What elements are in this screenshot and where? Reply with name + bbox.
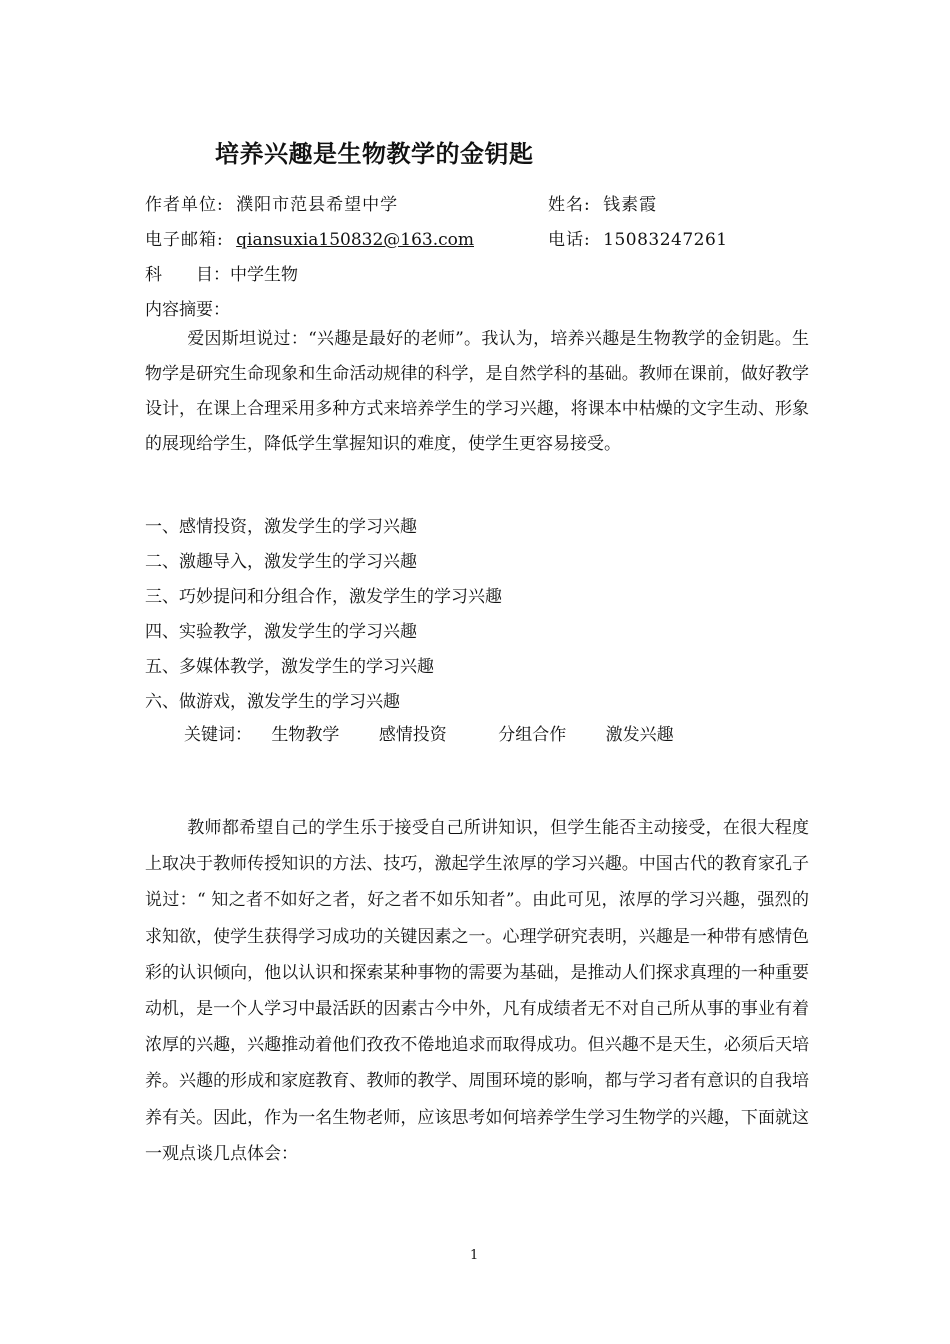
body-text: 教师都希望自己的学生乐于接受自己所讲知识，但学生能否主动接受，在很大程度上取决于教师传授知识的方法、技巧，激起学生浓厚的学习兴趣。中国古代的教育家孔子说过：“ 知之者不如好之者，好之者不如乐知者”。由此可见，浓厚的学习兴趣，强烈的求知欲，使学生获得学习成功的关键因素之一。心理学研究表明，兴趣是一种带有感情色彩的认识倾向，他以认识和探索某种事物的需要为基础，是推动人们探求真理的一种重要动机，是一个人学习中最活跃的因素古今中外，凡有成绩者无不对自己所从事的事业有着浓厚的兴趣，兴趣推动着他们孜孜不倦地追求而取得成功。但兴趣不是天生，必须后天培养。兴趣的形成和家庭教育、教师的教学、周围环境的影响，都与学习者有意识的自我培养有关。因此，作为一名生物老师，应该思考如何培养学生学习生物学的兴趣，下面就这一观点谈几点体会： (145, 818, 809, 1164)
outline-item: 五、多媒体教学，激发学生的学习兴趣 (145, 657, 434, 677)
author-unit (145, 190, 398, 215)
abstract-paragraph (145, 322, 809, 462)
author-name-label: 姓名: (548, 195, 591, 215)
outline-item: 三、巧妙提问和分组合作，激发学生的学习兴趣 (145, 587, 502, 607)
abstract-label: 内容摘要： (145, 300, 230, 320)
outline-item: 二、激趣导入，激发学生的学习兴趣 (145, 552, 417, 572)
author-name-value: 钱素霞 (603, 195, 658, 215)
page-number: 1 (470, 1248, 479, 1263)
author-name (548, 190, 657, 215)
keyword: 分组合作 (498, 725, 567, 745)
subject-value: 中学生物 (230, 265, 298, 285)
phone-value: 15083247261 (603, 230, 728, 250)
document-title: 培养兴趣是生物教学的金钥匙 (215, 140, 534, 168)
author-unit-value: 濮阳市范县希望中学 (236, 195, 399, 215)
author-phone (548, 225, 728, 250)
phone-label: 电话: (548, 230, 591, 250)
outline-item: 四、实验教学，激发学生的学习兴趣 (145, 622, 417, 642)
keywords (184, 720, 708, 745)
author-email (145, 225, 474, 250)
abstract-text: 爱因斯坦说过：“兴趣是最好的老师”。我认为，培养兴趣是生物教学的金钥匙。生物学是研究生命现象和生命活动规律的科学，是自然学科的基础。教师在课前，做好教学设计，在课上合理采用多种方式来培养学生的学习兴趣，将课本中枯燥的文字生动、形象的展现给学生，降低学生掌握知识的难度，使学生更容易接受。 (145, 329, 809, 454)
keyword: 生物教学 (271, 725, 340, 745)
keyword: 激发兴趣 (605, 725, 674, 745)
subject (145, 260, 298, 285)
body-paragraph (145, 810, 809, 1172)
keyword: 感情投资 (378, 725, 447, 745)
author-unit-label: 作者单位: (145, 195, 224, 215)
email-link[interactable]: qiansuxia150832@163.com (236, 230, 474, 250)
email-label: 电子邮箱: (145, 230, 224, 250)
outline-item: 六、做游戏，激发学生的学习兴趣 (145, 692, 400, 712)
keywords-label: 关键词： (184, 725, 252, 745)
outline-item: 一、感情投资，激发学生的学习兴趣 (145, 517, 417, 537)
subject-label: 科 目： (145, 265, 230, 285)
